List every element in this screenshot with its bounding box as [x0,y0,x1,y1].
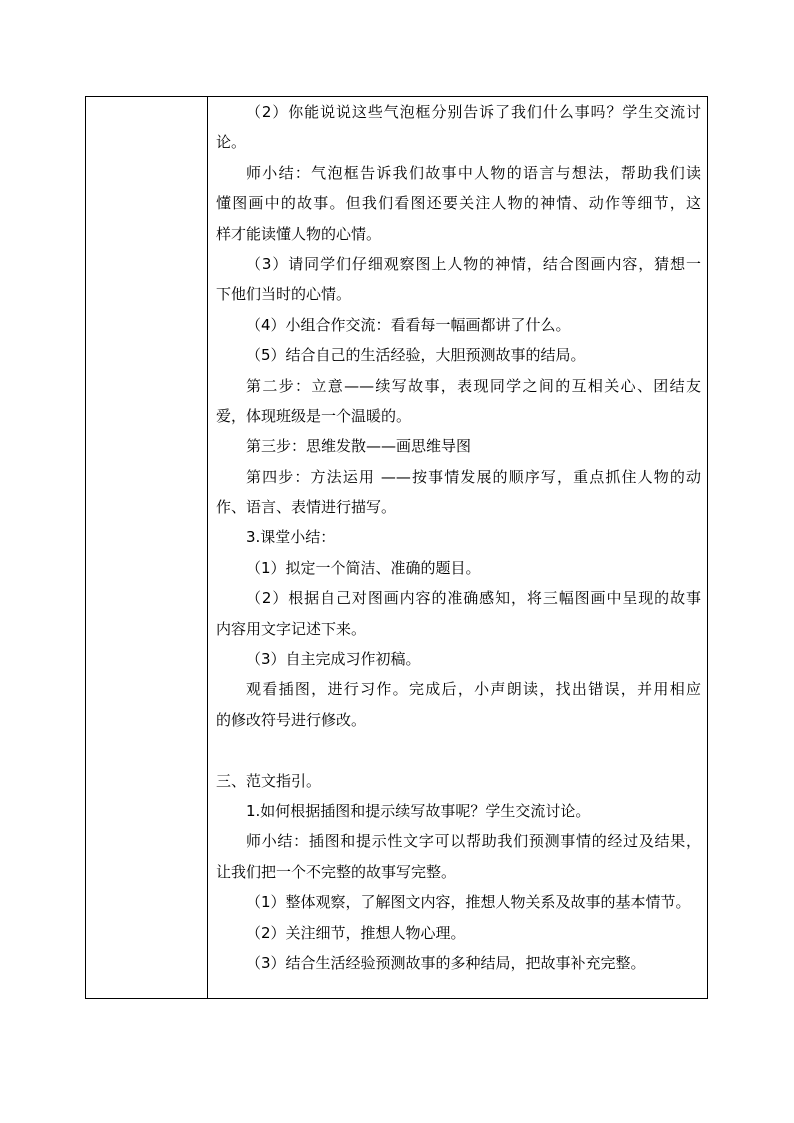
text-line: 第三步：思维发散——画思维导图 [246,437,472,456]
text-line: 论。 [216,133,247,152]
text-line: 下他们当时的心情。 [216,285,352,304]
text-line: （2）你能说说这些气泡框分别告诉了我们什么事吗？学生交流讨 [246,103,701,121]
text-line: （3）自主完成习作初稿。 [246,650,421,669]
text-line: 内容用文字记述下来。 [216,619,367,638]
text-line: 观看插图，进行习作。完成后，小声朗读，找出错误，并用相应 [246,680,701,699]
text-line: 懂图画中的故事。但我们看图还要关注人物的神情、动作等细节，这 [216,194,701,213]
text-line: 让我们把一个不完整的故事写完整。 [216,862,457,881]
text-line: 师小结：插图和提示性文字可以帮助我们预测事情的经过及结果， [246,832,701,851]
text-line: 第四步：方法运用 ——按事情发展的顺序写，重点抓住人物的动 [246,467,701,486]
lesson-table [85,96,708,999]
text-line: 师小结：气泡框告诉我们故事中人物的语言与想法，帮助我们读 [246,163,701,182]
text-line: 第二步：立意——续写故事，表现同学之间的互相关心、团结友 [246,376,701,395]
text-line: （1）拟定一个简洁、准确的题目。 [246,558,481,577]
text-line: 1.如何根据插图和提示续写故事呢？学生交流讨论。 [246,801,591,820]
blank-line [216,735,701,765]
left-empty-cell [86,97,208,998]
text-line: 爱，体现班级是一个温暖的。 [216,406,412,425]
text-line: （3）结合生活经验预测故事的多种结局，把故事补充完整。 [246,953,646,972]
text-line: （2）关注细节，推想人物心理。 [246,923,466,942]
text-line: 3.课堂小结： [246,528,336,547]
content-cell [208,97,707,998]
text-line: （4）小组合作交流：看看每一幅画都讲了什么。 [246,315,571,334]
text-line: （1）整体观察，了解图文内容，推想人物关系及故事的基本情节。 [246,893,691,912]
text-line: （5）结合自己的生活经验，大胆预测故事的结局。 [246,346,586,365]
text-line: （3）请同学们仔细观察图上人物的神情，结合图画内容，猜想一 [246,254,701,273]
text-line: 的修改符号进行修改。 [216,710,367,729]
text-line: 样才能读懂人物的心情。 [216,224,382,243]
text-line: 作、语言、表情进行描写。 [216,498,397,517]
text-line: （2）根据自己对图画内容的准确感知，将三幅图画中呈现的故事 [246,589,701,608]
text-line: 三、范文指引。 [216,771,322,790]
